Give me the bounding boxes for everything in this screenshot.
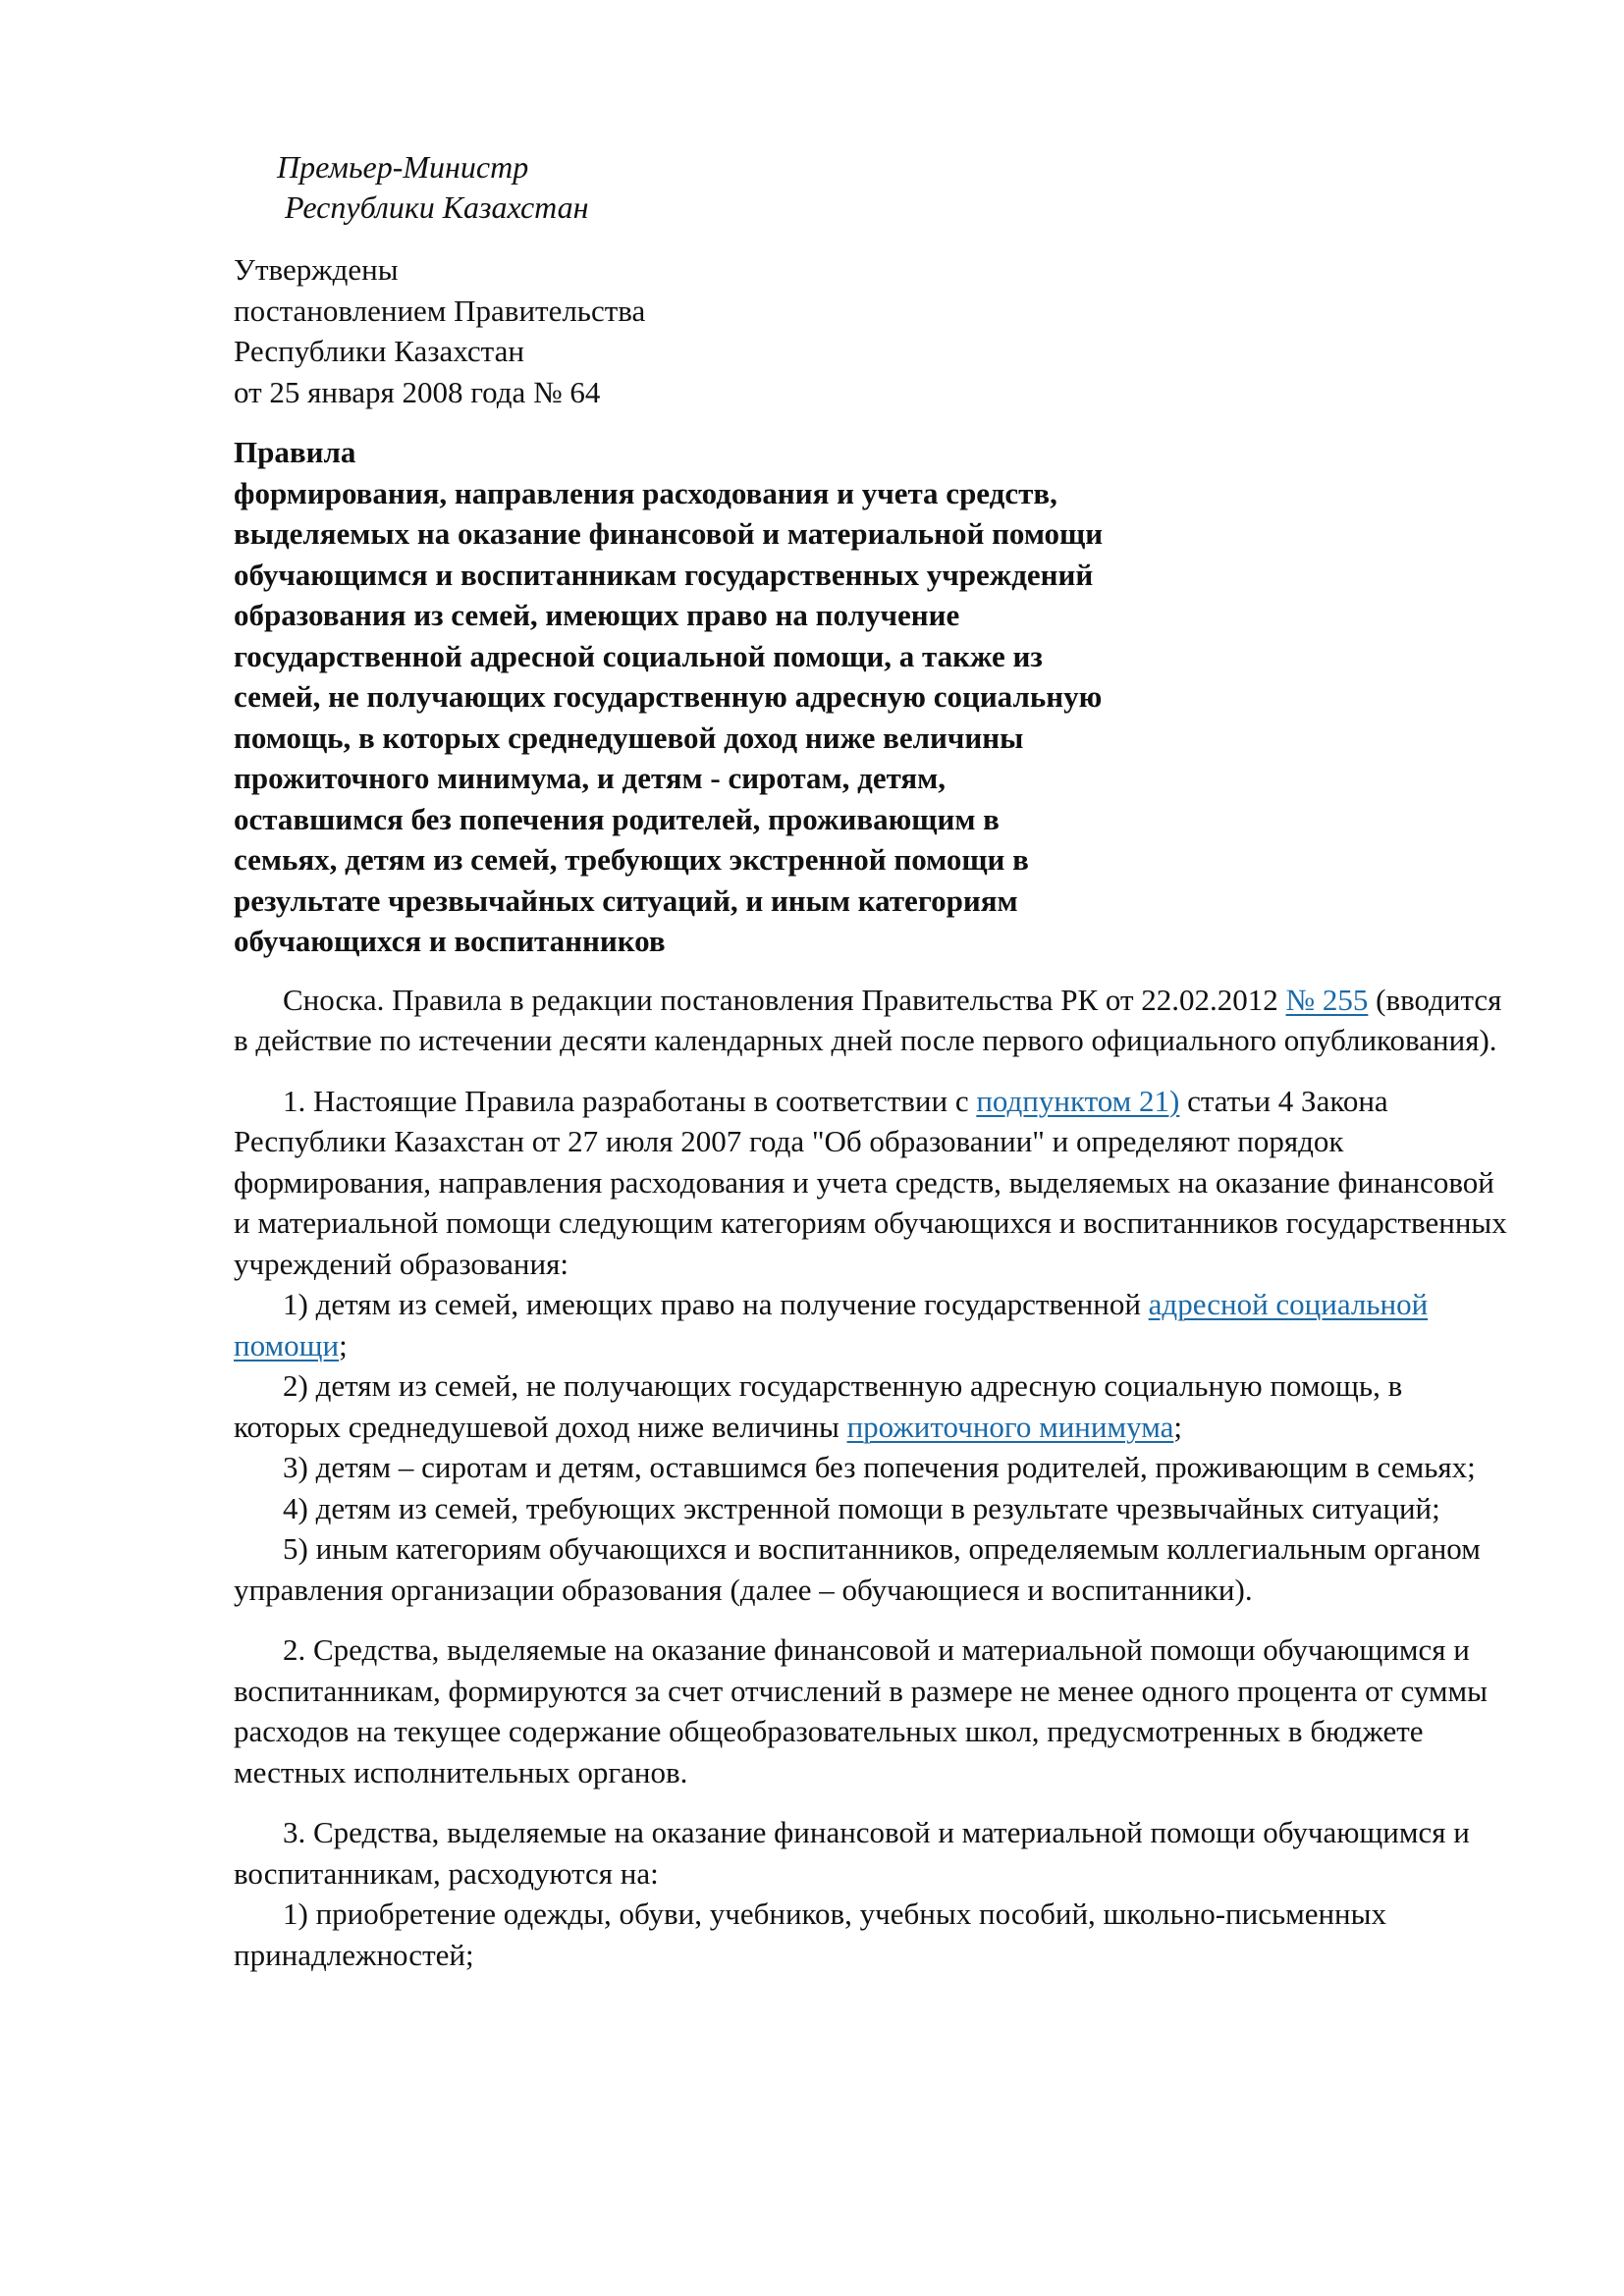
section-1-item-2 [234, 1365, 1510, 1447]
section-3-item-1: 1) приобретение одежды, обуви, учебников, учебных пособий, школьно-письменных принадлежностей; [234, 1896, 1386, 1972]
title-line: семей, не получающих государственную адресную социальную [234, 679, 1103, 714]
footnote-text: Сноска. Правила в редакции постановления Правительства РК от 22.02.2012 [283, 982, 1286, 1017]
title-line: выделяемых на оказание финансовой и материальной помощи [234, 516, 1104, 551]
section-3-text: 3. Средства, выделяемые на оказание финансовой и материальной помощи обучающимся и воспитанникам, расходуются на: [234, 1815, 1470, 1891]
title-line: помощь, в которых среднедушевой доход ниже величины [234, 720, 1024, 755]
title-line: семьях, детям из семей, требующих экстренной помощи в [234, 842, 1029, 877]
section-1-text-continued: статьи 4 Закона Республики Казахстан от 27 июля 2007 года "Об образовании" и определяют порядок формирования, направления расходования и учета средств, выделяемых на оказание финансовой и материальной помощи следующим категориям обучающихся и воспитанников государственных учреждений образования: [234, 1083, 1507, 1281]
footnote-link-255[interactable]: № 255 [1285, 982, 1369, 1017]
document-title [234, 432, 1510, 962]
title-line: обучающимся и воспитанникам государственных учреждений [234, 557, 1094, 592]
item-text: 1) детям из семей, имеющих право на получение государственной [283, 1287, 1149, 1321]
title-body [234, 473, 1216, 962]
subsistence-minimum-link[interactable]: прожиточного минимума [846, 1409, 1174, 1444]
approval-line-1: Утверждены [234, 252, 399, 287]
approval-block [234, 249, 1510, 412]
title-line: обучающихся и воспитанников [234, 924, 666, 958]
title-line: результате чрезвычайных ситуаций, и иным категориям [234, 882, 1018, 918]
section-1-item-3: 3) детям – сиротам и детям, оставшимся без попечения родителей, проживающим в семьях; [283, 1450, 1476, 1484]
section-1-item-4: 4) детям из семей, требующих экстренной помощи в результате чрезвычайных ситуаций; [283, 1490, 1440, 1525]
item-punct: ; [339, 1327, 348, 1362]
signature-block [234, 147, 1510, 228]
section-2-text: 2. Средства, выделяемые на оказание финансовой и материальной помощи обучающимся и воспитанникам, формируются за счет отчислений в размере не менее одного процента от суммы расходов на текущее содержание общеобразовательных школ, предусмотренных в бюджете местных исполнительных органов. [234, 1632, 1488, 1789]
title-line: государственной адресной социальной помощи, а также из [234, 638, 1043, 673]
section-1-text: 1. Настоящие Правила разработаны в соответствии с [283, 1083, 977, 1118]
subpoint-21-link[interactable]: подпунктом 21) [976, 1083, 1180, 1118]
item-punct: ; [1173, 1409, 1182, 1444]
title-line: оставшимся без попечения родителей, проживающим в [234, 801, 1000, 836]
footnote-text-continued: (вводится в действие по истечении десяти календарных дней после первого официального опубликования). [234, 982, 1502, 1057]
section-1-item-5: 5) иным категориям обучающихся и воспитанников, определяемым коллегиальным органом управления организации образования (далее – обучающиеся и воспитанники). [234, 1531, 1481, 1607]
section-1-item-1 [234, 1284, 1510, 1365]
targeted-social-assistance-link[interactable]: адресной социальной помощи [234, 1287, 1429, 1362]
title-line: образования из семей, имеющих право на получение [234, 598, 960, 632]
title-line: формирования, направления расходования и учета средств, [234, 475, 1057, 510]
section-2 [234, 1629, 1510, 1792]
approval-line-3: Республики Казахстан [234, 334, 524, 368]
section-3 [234, 1812, 1510, 1975]
title-line: прожиточного минимума, и детям - сиротам, детям, [234, 761, 947, 795]
approval-line-2: постановлением Правительства [234, 293, 646, 328]
document-page [234, 147, 1510, 1975]
title-heading: Правила [234, 435, 356, 469]
item-text: 2) детям из семей, не получающих государственную адресную социальную помощь, в которых среднедушевой доход ниже величины [234, 1368, 1403, 1444]
section-1-intro [234, 1081, 1510, 1285]
section-1 [234, 1081, 1510, 1611]
signature-title: Премьер-Министр [277, 149, 529, 185]
signature-country: Республики Казахстан [285, 189, 589, 225]
footnote-paragraph [234, 980, 1510, 1061]
approval-line-4: от 25 января 2008 года № 64 [234, 374, 601, 409]
